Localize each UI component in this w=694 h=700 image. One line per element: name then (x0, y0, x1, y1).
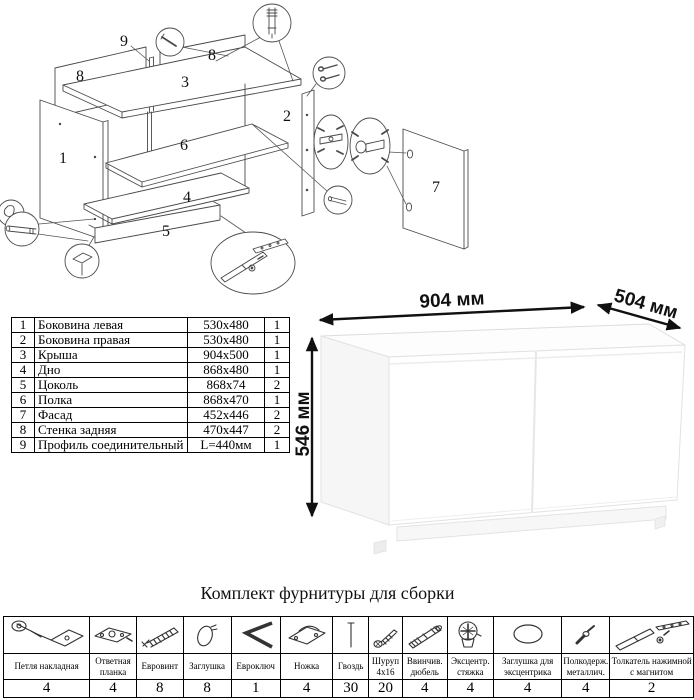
hardware-item-name: Полкодерж. металлич. (562, 654, 610, 680)
part-name: Цоколь (35, 378, 188, 393)
part-label-7: 7 (432, 179, 440, 196)
part-number: 4 (12, 363, 35, 378)
part-label-5: 5 (162, 223, 170, 240)
part-name: Дно (35, 363, 188, 378)
part-qty: 1 (265, 393, 290, 408)
parts-table-row (12, 393, 290, 408)
part-name: Полка (35, 393, 188, 408)
width-dimension-label: 904 мм (418, 288, 486, 313)
part-number: 6 (12, 393, 35, 408)
part-number: 3 (12, 348, 35, 363)
part-size: 868x470 (188, 393, 265, 408)
cam-lock-icon (447, 617, 493, 654)
hardware-item-name: Ножка (280, 654, 332, 680)
nail-callout (156, 28, 184, 56)
hardware-item-qty: 4 (402, 680, 447, 698)
hinge-callout-left (314, 115, 348, 169)
hardware-item-qty: 4 (447, 680, 493, 698)
hardware-item-name: Шуруп 4x16 (369, 654, 403, 680)
push-opener-callout (211, 232, 295, 294)
part-name: Стенка задняя (35, 423, 188, 438)
eurovint-callout (313, 57, 345, 89)
part-size: L=440мм (188, 438, 265, 453)
assembled-cabinet (321, 324, 685, 554)
parts-table-row (12, 378, 290, 393)
dowel-icon (402, 617, 447, 654)
part-qty: 2 (265, 423, 290, 438)
pusher-rod-callout (5, 212, 39, 246)
hardware-item-name: Евроключ (231, 654, 280, 680)
part-label-4: 4 (183, 189, 191, 206)
hardware-item-qty: 30 (333, 680, 369, 698)
part-qty: 2 (265, 378, 290, 393)
part-label-2: 2 (283, 108, 291, 125)
hardware-item-qty: 4 (90, 680, 137, 698)
hardware-item-name: Ввинчив. дюбель (402, 654, 447, 680)
height-dimension-label: 546 мм (293, 391, 314, 457)
parts-table (11, 317, 290, 453)
hardware-item-qty: 2 (610, 680, 694, 698)
parts-table-row (12, 423, 290, 438)
part-size: 470x447 (188, 423, 265, 438)
parts-table-row (12, 363, 290, 378)
hardware-table (3, 616, 694, 698)
left-side-panel (40, 100, 108, 240)
part-number: 1 (12, 318, 35, 333)
part-number: 8 (12, 423, 35, 438)
hinge-callout-right (350, 118, 390, 174)
hardware-item-name: Толкатель нажимной с магнитом (610, 654, 694, 680)
part-qty: 1 (265, 333, 290, 348)
part-name: Боковина левая (35, 318, 188, 333)
part-label-1: 1 (59, 150, 67, 167)
parts-table-body (12, 318, 290, 453)
hardware-item-qty: 20 (369, 680, 403, 698)
hardware-item-qty: 4 (562, 680, 610, 698)
cam-cap-icon (494, 617, 562, 654)
part-size: 904x500 (188, 348, 265, 363)
part-size: 452x446 (188, 408, 265, 423)
hinge-icon (4, 617, 90, 654)
cabinet-foot-left (374, 540, 386, 554)
mounting-plate-icon (90, 617, 137, 654)
part-label-8-right: 8 (208, 47, 216, 64)
hardware-item-name: Ответная планка (90, 654, 137, 680)
part-size: 868x74 (188, 378, 265, 393)
part-number: 5 (12, 378, 35, 393)
hexkey-icon (231, 617, 280, 654)
hardware-item-qty: 8 (136, 680, 183, 698)
part-label-3: 3 (181, 74, 189, 91)
part-label-6: 6 (180, 137, 188, 154)
part-qty: 1 (265, 348, 290, 363)
euroscrew-icon (136, 617, 183, 654)
parts-table-row (12, 408, 290, 423)
part-name: Профиль соединительный (35, 438, 188, 453)
hardware-item-qty: 4 (494, 680, 562, 698)
part-size: 868x480 (188, 363, 265, 378)
part-label-9: 9 (120, 33, 128, 50)
part-number: 2 (12, 333, 35, 348)
hardware-item-qty: 4 (4, 680, 90, 698)
part-size: 530x480 (188, 333, 265, 348)
part-qty: 1 (265, 438, 290, 453)
hardware-kit-title: Комплект фурнитуры для сборки (200, 583, 455, 603)
foot-icon (280, 617, 332, 654)
hardware-item-qty: 8 (183, 680, 231, 698)
parts-table-row (12, 348, 290, 363)
part-qty: 2 (265, 408, 290, 423)
shelf-panel (106, 124, 288, 187)
part-number: 9 (12, 438, 35, 453)
nail-icon (333, 617, 369, 654)
hardware-qtys-row (4, 680, 694, 698)
cabinet-front-face (389, 345, 685, 525)
part-number: 7 (12, 408, 35, 423)
part-label-8-left: 8 (76, 68, 84, 85)
part-qty: 1 (265, 318, 290, 333)
part-qty: 1 (265, 363, 290, 378)
shelf-pin-callout (324, 186, 352, 214)
shelf-pin-icon (562, 617, 610, 654)
hardware-item-name: Гвоздь (333, 654, 369, 680)
exploded-diagram (0, 4, 468, 294)
hardware-item-name: Евровинт (136, 654, 183, 680)
hardware-item-name: Эксцентр. стяжка (447, 654, 493, 680)
hardware-item-qty: 1 (231, 680, 280, 698)
hardware-item-name: Заглушка (183, 654, 231, 680)
dowel-callout (253, 4, 291, 42)
parts-table-row (12, 438, 290, 453)
hardware-item-name: Заглушка для эксцентрика (494, 654, 562, 680)
part-size: 530x480 (188, 318, 265, 333)
cap-icon (183, 617, 231, 654)
part-name: Боковина правая (35, 333, 188, 348)
part-name: Крыша (35, 348, 188, 363)
hardware-item-name: Петля накладная (4, 654, 90, 680)
right-side-panel (302, 90, 314, 216)
cabinet-left-face (321, 336, 389, 525)
push-opener-icon (610, 617, 694, 654)
hardware-item-qty: 4 (280, 680, 332, 698)
foot-callout (65, 244, 99, 278)
depth-dimension-label: 504 мм (611, 285, 681, 324)
hardware-names-row (4, 654, 694, 680)
parts-table-row (12, 333, 290, 348)
hardware-icons-row (4, 617, 694, 654)
screw-icon (369, 617, 403, 654)
part-name: Фасад (35, 408, 188, 423)
parts-table-row (12, 318, 290, 333)
